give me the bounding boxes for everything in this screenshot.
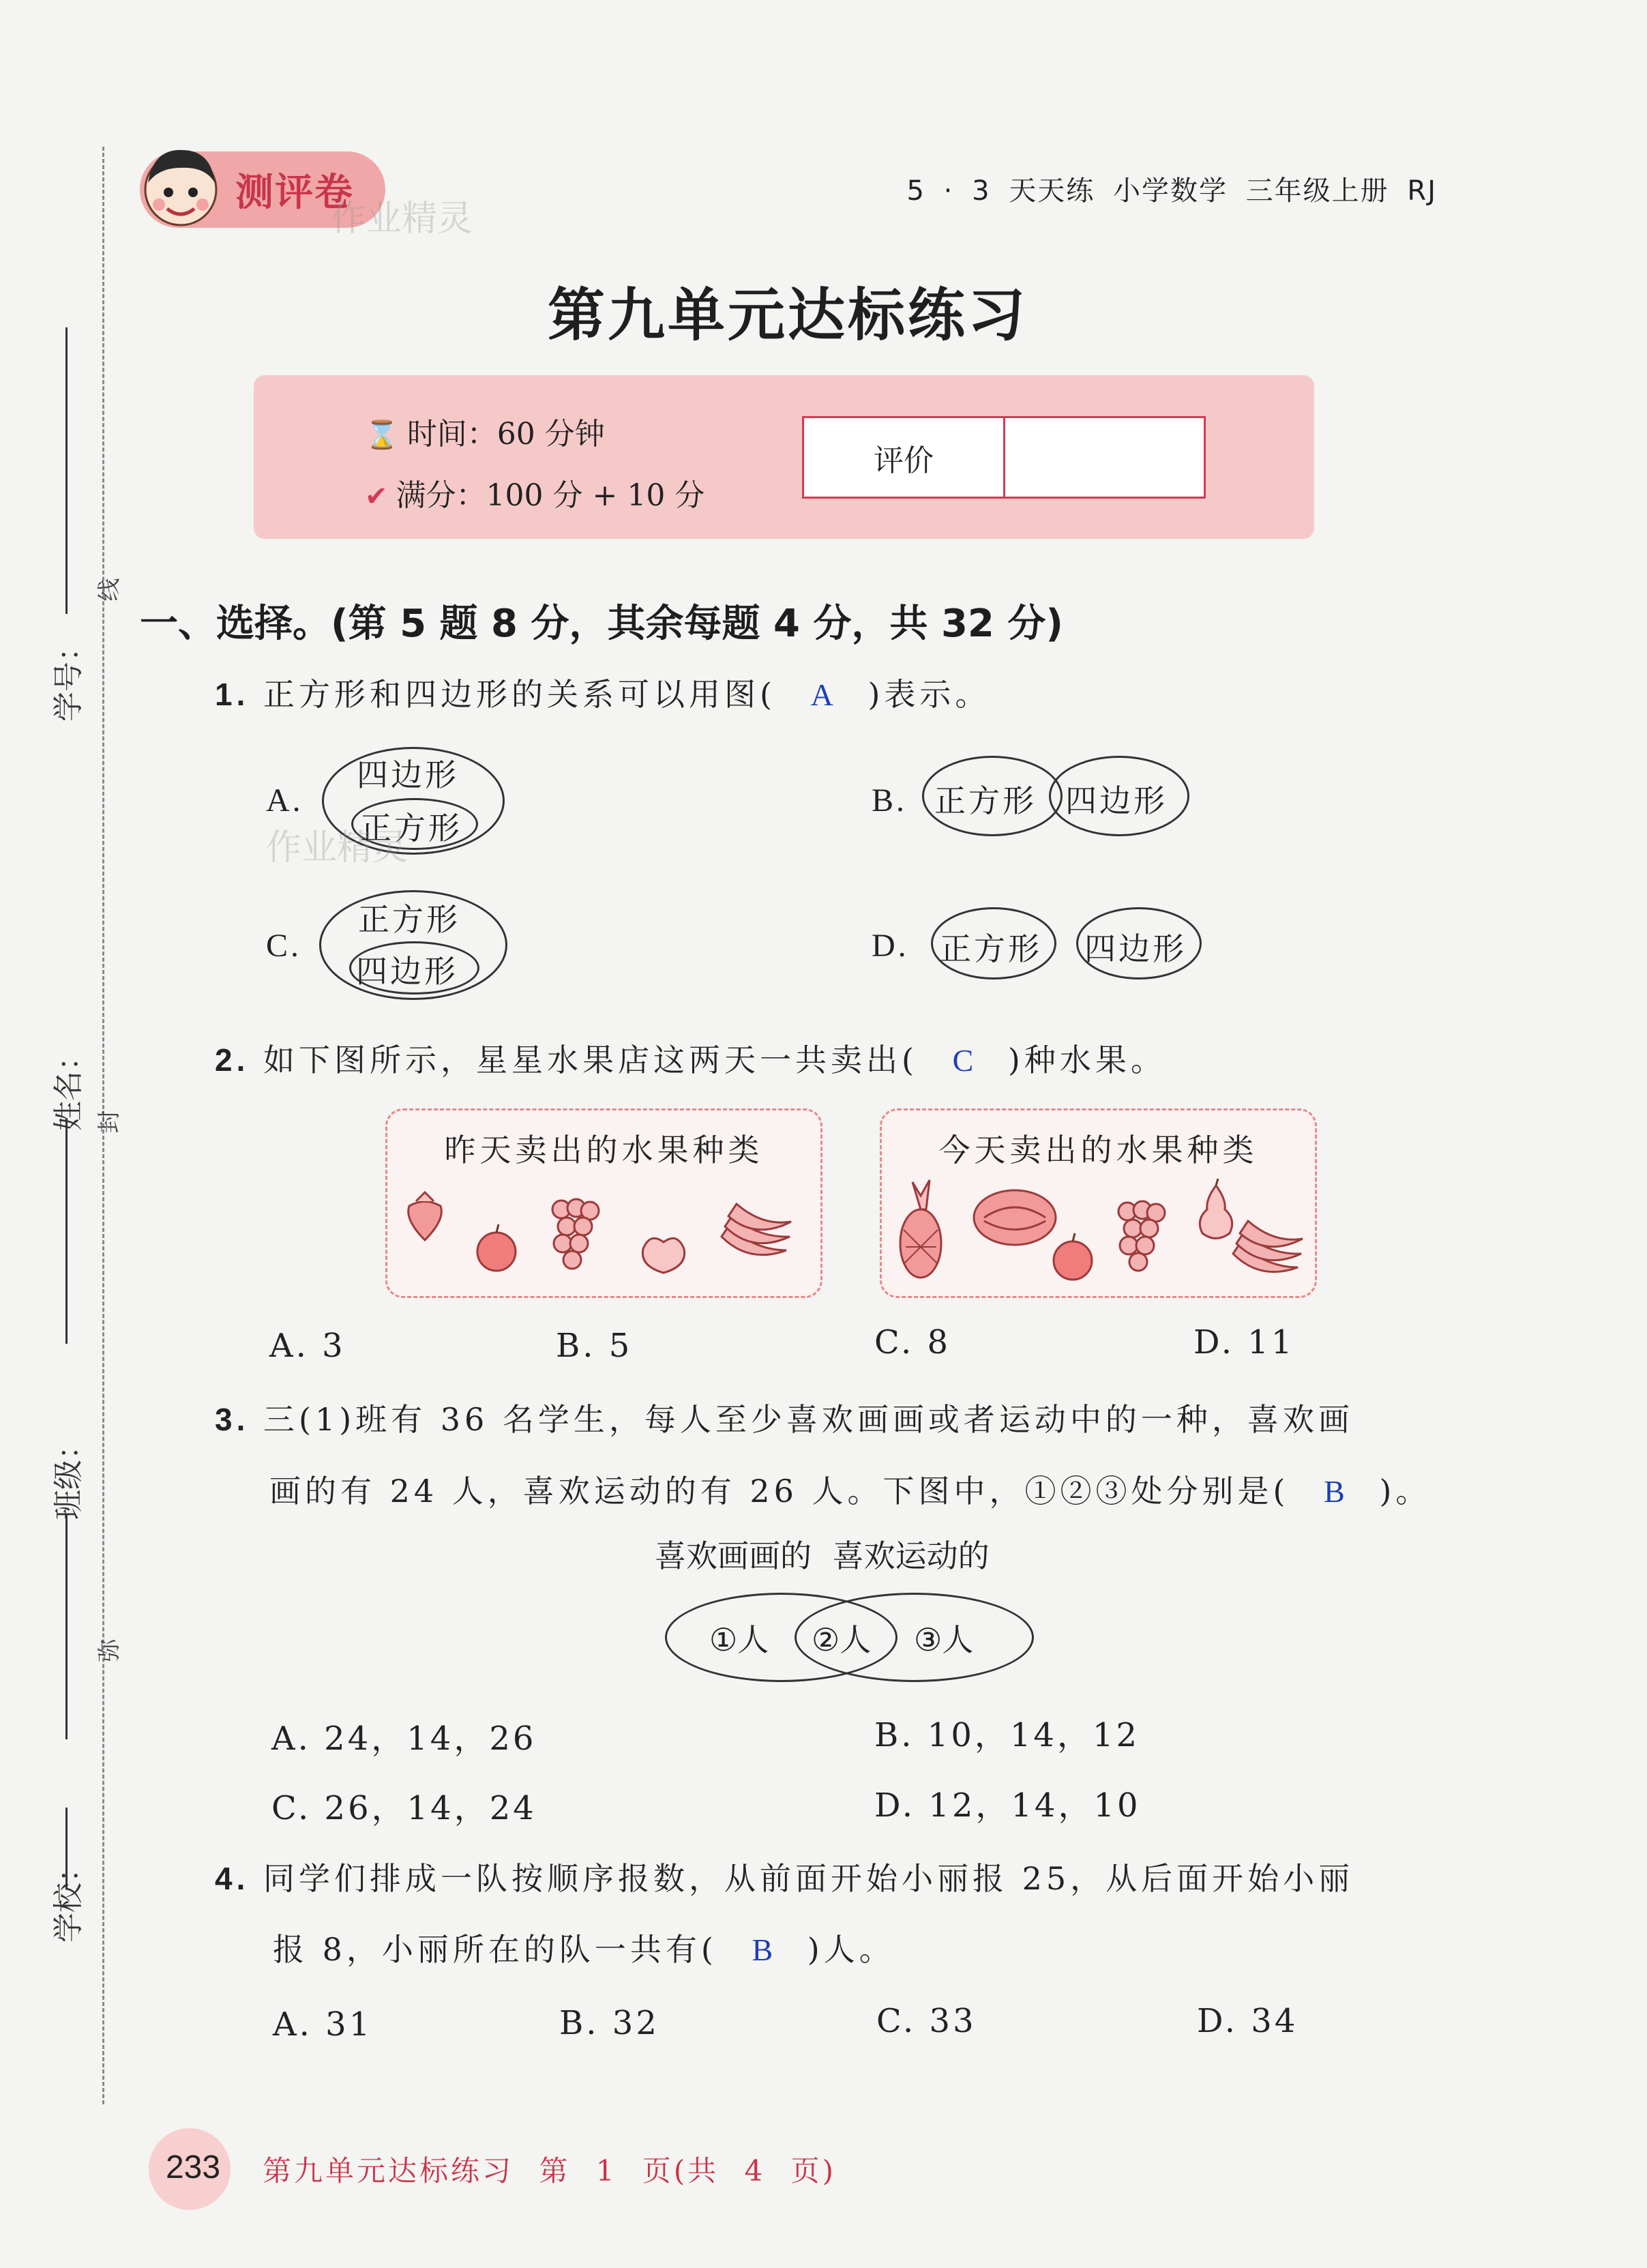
score-row [365, 471, 704, 514]
q1-option-c-letter: C. [266, 928, 302, 964]
question-text: 正方形和四边形的关系可以用图( [263, 676, 776, 713]
peach-icon [636, 1225, 691, 1276]
pineapple-icon [895, 1179, 947, 1281]
q2-option-a[interactable]: A. 3 [269, 1327, 346, 1365]
venn-title: 喜欢画画的 喜欢运动的 [655, 1537, 990, 1574]
question-number: 2. [215, 1042, 250, 1078]
apple-icon [473, 1223, 520, 1274]
q2-option-b[interactable]: B. 5 [556, 1327, 633, 1365]
q1-a-inner-label: 正方形 [360, 810, 462, 846]
question-4-line-2 [273, 1925, 895, 1970]
evaluation-label: 评价 [804, 418, 1005, 497]
q4-option-b[interactable]: B. 32 [559, 2004, 659, 2042]
seal-char-mi: 弥 [95, 1638, 123, 1662]
q1-c-inner-label: 四边形 [356, 953, 458, 990]
q1-a-outer-label: 四边形 [357, 756, 459, 793]
answer-blank[interactable]: B [752, 1932, 773, 1967]
watermark-2: 作业精灵 [266, 827, 409, 868]
grapes-icon [548, 1189, 602, 1274]
banana-icon [715, 1189, 797, 1271]
q4-option-d[interactable]: D. 34 [1197, 2002, 1299, 2040]
yesterday-title: 昨天卖出的水果种类 [444, 1132, 764, 1168]
question-text-end: )种水果。 [1007, 1042, 1166, 1078]
time-text: 时间：60 分钟 [406, 417, 605, 452]
q1-b-right-label: 四边形 [1065, 782, 1168, 819]
q1-d-left-label: 正方形 [940, 930, 1042, 967]
today-title: 今天卖出的水果种类 [938, 1132, 1258, 1168]
student-id-label: 学号： [51, 632, 86, 722]
question-4-line-1 [215, 1854, 1354, 1899]
watermark: 作业精灵 [331, 198, 473, 239]
question-3-line-2 [269, 1467, 1431, 1512]
question-text: 同学们排成一队按顺序报数，从前面开始小丽报 25，从后面开始小丽 [263, 1860, 1354, 1897]
series-header: 5 · 3 天天练 小学数学 三年级上册 RJ [906, 175, 1437, 207]
question-number: 1. [215, 677, 250, 712]
q1-option-a-letter: A. [266, 782, 303, 819]
question-text-end: )人。 [807, 1931, 895, 1968]
time-row [365, 409, 605, 453]
q4-option-c[interactable]: C. 33 [876, 2002, 977, 2040]
question-2 [215, 1035, 1166, 1080]
question-text: 画的有 24 人，喜欢运动的有 26 人。下图中，①②③处分别是( [269, 1473, 1290, 1509]
seal-char-line: 线 [95, 578, 123, 602]
apple-icon [1049, 1232, 1097, 1283]
question-text: 三(1)班有 36 名学生，每人至少喜欢画画或者运动中的一种，喜欢画 [263, 1401, 1354, 1438]
page-title: 第九单元达标练习 [547, 281, 1028, 349]
question-number: 4. [215, 1861, 250, 1896]
q2-option-d[interactable]: D. 11 [1193, 1323, 1295, 1361]
score-text: 满分：100 分 + 10 分 [396, 478, 705, 513]
name-label: 姓名： [51, 1041, 86, 1131]
clock-icon: ⌛ [365, 419, 399, 451]
school-label: 学校： [51, 1853, 86, 1943]
question-text-end: )。 [1379, 1473, 1431, 1509]
q4-option-a[interactable]: A. 31 [273, 2005, 373, 2044]
q1-c-outer-label: 正方形 [358, 901, 460, 938]
section-title: 一、选择。(第 5 题 8 分，其余每题 4 分，共 32 分) [140, 602, 1063, 646]
q1-option-b-letter: B. [872, 782, 908, 819]
question-1 [215, 670, 990, 715]
question-text-end: )表示。 [867, 676, 991, 713]
student-id-line[interactable] [65, 327, 68, 614]
question-text: 报 8，小丽所在的队一共有( [273, 1931, 717, 1968]
answer-blank[interactable]: A [810, 677, 833, 712]
seal-char-seal: 封 [95, 1110, 123, 1134]
answer-blank[interactable]: C [952, 1043, 974, 1078]
check-circle-icon: ✔ [365, 481, 388, 512]
banana-icon [1226, 1206, 1308, 1288]
badge-label: 测评卷 [235, 171, 354, 215]
q2-option-c[interactable]: C. 8 [874, 1323, 951, 1361]
name-line[interactable] [65, 1119, 68, 1344]
strawberry-icon [401, 1189, 449, 1243]
q1-option-d-letter: D. [872, 928, 909, 964]
q1-d-right-label: 四边形 [1084, 930, 1187, 967]
today-fruit-box [880, 1108, 1317, 1298]
venn-label-2: ②人 [812, 1621, 872, 1658]
q1-b-left-label: 正方形 [934, 782, 1037, 819]
footer-text: 第九单元达标练习 第 1 页(共 4 页) [263, 2154, 836, 2188]
q3-option-d[interactable]: D. 12，14，10 [874, 1786, 1141, 1825]
q3-option-c[interactable]: C. 26，14，24 [271, 1789, 537, 1827]
question-3-line-1 [215, 1395, 1354, 1440]
question-number: 3. [215, 1402, 250, 1437]
venn-label-3: ③人 [914, 1621, 974, 1658]
page-number: 233 [165, 2149, 221, 2185]
venn-label-1: ①人 [709, 1621, 769, 1658]
watermelon-icon [970, 1187, 1059, 1248]
answer-blank[interactable]: B [1324, 1474, 1345, 1509]
yesterday-fruit-box [385, 1108, 822, 1298]
q3-option-b[interactable]: B. 10，14，12 [874, 1716, 1140, 1754]
class-label: 班级： [51, 1430, 86, 1520]
evaluation-blank[interactable] [1005, 418, 1204, 497]
grapes-icon [1114, 1191, 1168, 1276]
evaluation-box [802, 416, 1206, 499]
q3-option-a[interactable]: A. 24，14，26 [271, 1720, 537, 1758]
question-text: 如下图所示，星星水果店这两天一共卖出( [263, 1042, 918, 1078]
cartoon-boy-icon [140, 143, 222, 232]
class-line[interactable] [65, 1514, 68, 1739]
